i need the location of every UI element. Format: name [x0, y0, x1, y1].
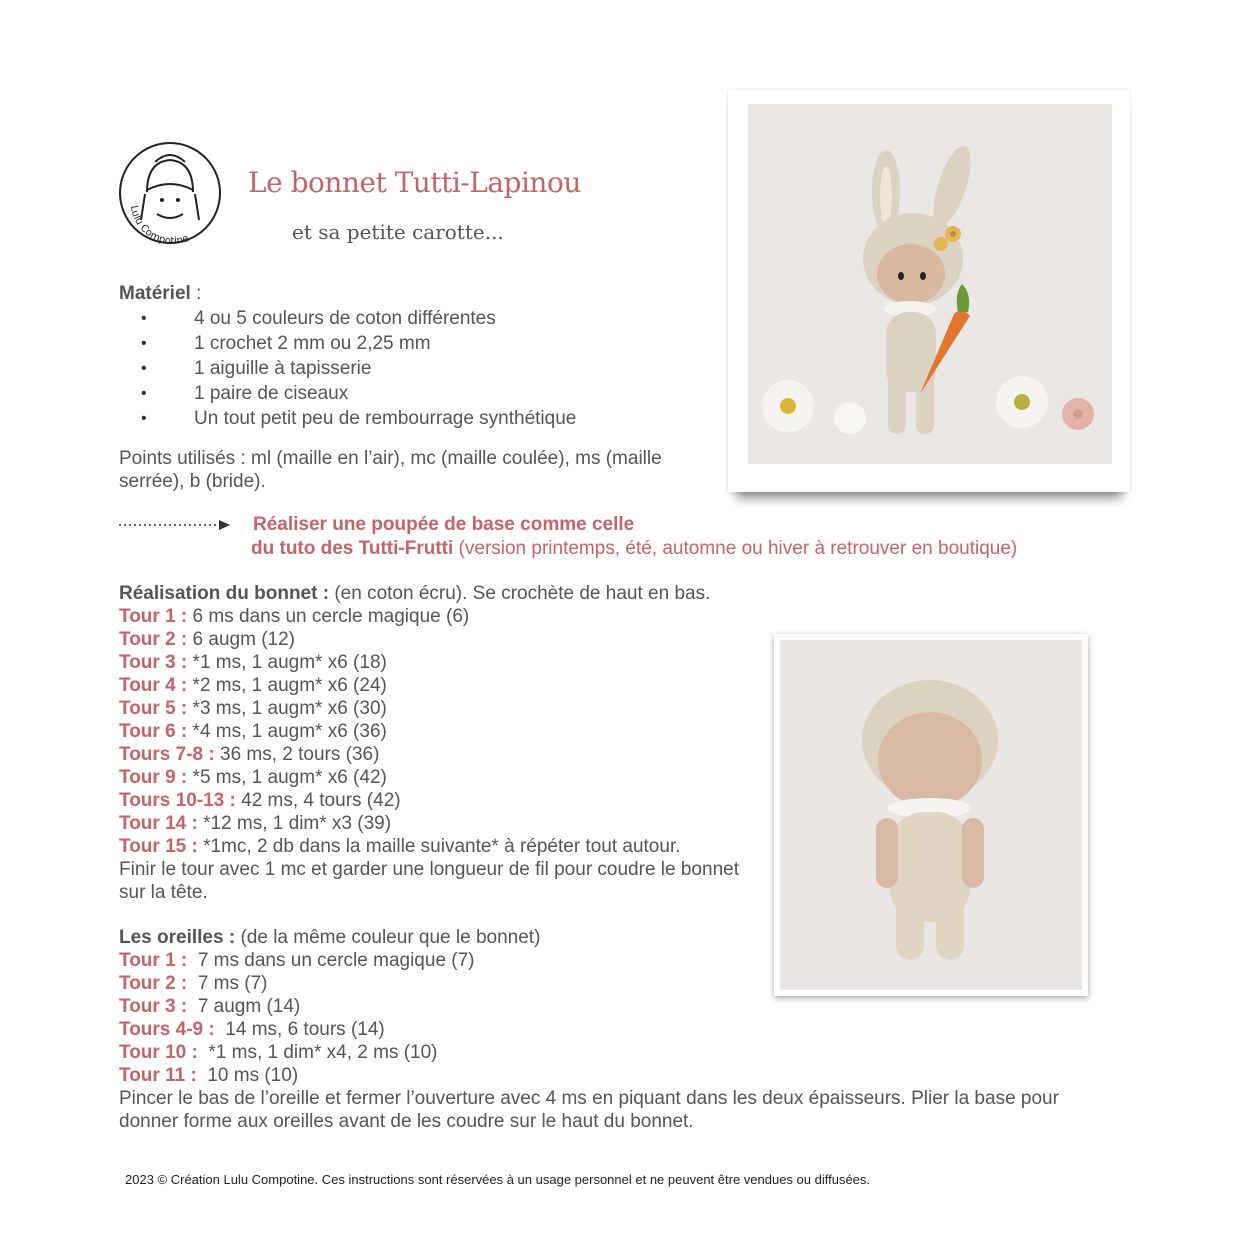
- bonnet-heading-rest: (en coton écru). Se crochète de haut en bas.: [329, 583, 711, 604]
- base-instruction-rest: (version printemps, été, automne ou hiver à retrouver en boutique): [453, 538, 1018, 559]
- logo-text: Lulu Compotine: [127, 204, 191, 246]
- row-text: 6 ms dans un cercle magique (6): [187, 606, 470, 627]
- row-label: Tour 11 :: [119, 1065, 197, 1086]
- row-text: *12 ms, 1 dim* x3 (39): [197, 813, 392, 834]
- row-label: Tour 3 :: [119, 652, 188, 673]
- row-text: *1mc, 2 db dans la maille suivante* à répéter tout autour.: [197, 836, 681, 857]
- svg-text:Lulu Compotine: [128, 205, 190, 246]
- row-text: 42 ms, 4 tours (42): [235, 790, 401, 811]
- pattern-row: [119, 1064, 1109, 1087]
- doll-bonnet-illustration: [780, 640, 1082, 990]
- row-label: Tours 4-9 :: [119, 1019, 215, 1040]
- row-label: Tour 4 :: [119, 675, 188, 696]
- list-item: • 1 paire de ciseaux: [119, 381, 576, 406]
- row-text: 7 ms dans un cercle magique (7): [187, 950, 475, 971]
- row-label: Tour 1 :: [119, 606, 188, 627]
- pattern-row: [119, 651, 759, 674]
- pattern-row: [119, 743, 759, 766]
- row-label: Tour 1 :: [119, 950, 188, 971]
- base-instruction-line2: [251, 538, 1017, 560]
- list-item: • 4 ou 5 couleurs de coton différentes: [119, 306, 576, 331]
- list-item: • 1 aiguille à tapisserie: [119, 356, 576, 381]
- row-text: *3 ms, 1 augm* x6 (30): [187, 698, 387, 719]
- pattern-row: [119, 766, 759, 789]
- row-label: Tour 15 :: [119, 836, 198, 857]
- page-subtitle: et sa petite carotte...: [292, 220, 504, 244]
- pattern-row: [119, 605, 759, 628]
- materials-section: [119, 281, 576, 431]
- row-text: 7 augm (14): [187, 996, 301, 1017]
- points-used: Points utilisés : ml (maille en l’air), mc (maille coulée), ms (maille serrée), b (bride).: [119, 448, 662, 492]
- dotted-arrow-icon: [119, 518, 231, 532]
- pattern-row: [119, 1041, 1109, 1064]
- row-text: 36 ms, 2 tours (36): [214, 744, 380, 765]
- row-text: *1 ms, 1 dim* x4, 2 ms (10): [197, 1042, 438, 1063]
- base-instruction-line1: Réaliser une poupée de base comme celle: [253, 514, 635, 535]
- row-text: *2 ms, 1 augm* x6 (24): [187, 675, 387, 696]
- logo-emblem: [117, 140, 223, 246]
- ears-finish: Pincer le bas de l’oreille et fermer l’ouverture avec 4 ms en piquant dans les deux épaisseurs. Plier la base pour donner forme aux oreilles avant de les coudre sur le haut du bonnet.: [119, 1088, 1059, 1132]
- materials-heading-suffix: :: [190, 283, 202, 304]
- copyright-footer: 2023 © Création Lulu Compotine. Ces instructions sont réservées à un usage personnel et ne peuvent être vendues ou diffusées.: [125, 1172, 871, 1187]
- pattern-row: [119, 812, 759, 835]
- pattern-row: [119, 697, 759, 720]
- row-text: 7 ms (7): [187, 973, 268, 994]
- row-label: Tour 2 :: [119, 629, 188, 650]
- row-text: 6 augm (12): [187, 629, 295, 650]
- row-label: Tour 3 :: [119, 996, 188, 1017]
- row-label: Tour 14 :: [119, 813, 198, 834]
- row-label: Tours 7-8 :: [119, 744, 215, 765]
- photo-doll-bonnet: [774, 634, 1088, 996]
- row-text: *4 ms, 1 augm* x6 (36): [187, 721, 387, 742]
- pattern-row: [119, 789, 759, 812]
- bonnet-section: [119, 582, 759, 904]
- row-text: 10 ms (10): [196, 1065, 299, 1086]
- bonnet-heading: Réalisation du bonnet :: [119, 583, 330, 604]
- row-label: Tour 6 :: [119, 721, 188, 742]
- bunny-doll-illustration: [748, 104, 1112, 464]
- ears-heading: Les oreilles :: [119, 927, 236, 948]
- materials-heading: Matériel: [119, 283, 191, 304]
- row-label: Tours 10-13 :: [119, 790, 236, 811]
- pattern-row: [119, 835, 759, 858]
- pattern-row: [119, 674, 759, 697]
- page-title: Le bonnet Tutti-Lapinou: [248, 166, 581, 199]
- base-instruction-link: du tuto des Tutti-Frutti: [251, 538, 454, 559]
- logo: [117, 140, 223, 246]
- list-item: • 1 crochet 2 mm ou 2,25 mm: [119, 331, 576, 356]
- row-text: *5 ms, 1 augm* x6 (42): [187, 767, 387, 788]
- materials-list: [119, 306, 576, 431]
- row-text: 14 ms, 6 tours (14): [214, 1019, 385, 1040]
- ears-heading-rest: (de la même couleur que le bonnet): [235, 927, 541, 948]
- pattern-row: [119, 628, 759, 651]
- photo-bunny-doll: [728, 90, 1130, 492]
- list-item: • Un tout petit peu de rembourrage synthétique: [119, 406, 576, 431]
- row-label: Tour 9 :: [119, 767, 188, 788]
- row-label: Tour 5 :: [119, 698, 188, 719]
- row-text: *1 ms, 1 augm* x6 (18): [187, 652, 387, 673]
- pattern-row: [119, 995, 1109, 1018]
- row-label: Tour 2 :: [119, 973, 188, 994]
- row-label: Tour 10 :: [119, 1042, 198, 1063]
- bonnet-finish: Finir le tour avec 1 mc et garder une longueur de fil pour coudre le bonnet sur la tête.: [119, 859, 739, 903]
- pattern-row: [119, 720, 759, 743]
- pattern-row: [119, 1018, 1109, 1041]
